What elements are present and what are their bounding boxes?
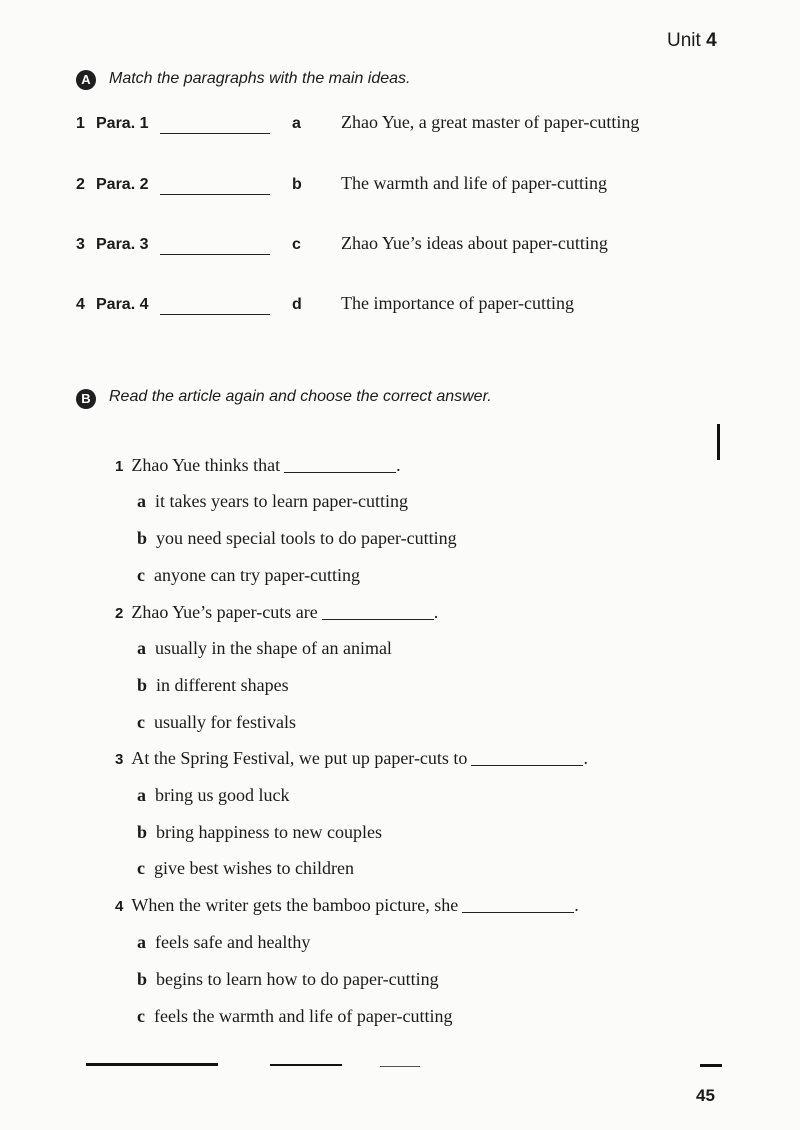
- question-stem: When the writer gets the bamboo picture, she: [131, 895, 459, 915]
- question-end: .: [396, 455, 401, 475]
- match-letter: a: [292, 115, 301, 132]
- option-letter: a: [137, 638, 146, 658]
- section-a-badge: A: [76, 70, 96, 90]
- question: [115, 602, 438, 623]
- section-a-instruction: Match the paragraphs with the main ideas.: [109, 70, 411, 87]
- match-row: [76, 173, 716, 200]
- option-letter: b: [137, 675, 148, 695]
- option-letter: b: [137, 528, 148, 548]
- question-stem: At the Spring Festival, we put up paper-cuts to: [131, 748, 468, 768]
- question-stem: Zhao Yue’s paper-cuts are: [131, 602, 318, 622]
- option[interactable]: [137, 1006, 453, 1027]
- match-number: 4: [76, 296, 85, 313]
- option-text: anyone can try paper-cutting: [154, 565, 361, 585]
- unit-label: Unit: [667, 30, 701, 51]
- match-number: 1: [76, 115, 85, 132]
- match-para: Para. 2: [96, 176, 149, 193]
- margin-bar: [717, 424, 720, 460]
- option-text: bring happiness to new couples: [156, 822, 382, 842]
- match-number: 2: [76, 176, 85, 193]
- option[interactable]: [137, 712, 296, 733]
- answer-blank[interactable]: [160, 194, 270, 195]
- section-b-instruction: Read the article again and choose the correct answer.: [109, 388, 492, 405]
- match-row: [76, 233, 716, 260]
- unit-heading: [667, 30, 717, 52]
- match-letter: b: [292, 176, 302, 193]
- option-text: bring us good luck: [155, 785, 290, 805]
- option-letter: a: [137, 785, 146, 805]
- answer-blank[interactable]: [160, 133, 270, 134]
- question: [115, 455, 401, 476]
- question-end: .: [583, 748, 588, 768]
- option-letter: a: [137, 932, 146, 952]
- footer-rule: [700, 1064, 722, 1067]
- question-number: 2: [115, 605, 124, 622]
- question-end: .: [574, 895, 579, 915]
- answer-blank[interactable]: [462, 912, 574, 913]
- answer-blank[interactable]: [322, 619, 434, 620]
- option-letter: c: [137, 1006, 145, 1026]
- footer-rule: [270, 1064, 342, 1066]
- match-number: 3: [76, 236, 85, 253]
- question-number: 4: [115, 898, 124, 915]
- option-text: it takes years to learn paper-cutting: [155, 491, 409, 511]
- question: [115, 895, 579, 916]
- option[interactable]: [137, 528, 457, 549]
- footer-rule: [86, 1063, 218, 1066]
- option[interactable]: [137, 969, 439, 990]
- option-text: begins to learn how to do paper-cutting: [156, 969, 439, 989]
- option[interactable]: [137, 858, 354, 879]
- option-text: usually for festivals: [154, 712, 296, 732]
- answer-blank[interactable]: [160, 314, 270, 315]
- section-b-badge: B: [76, 389, 96, 409]
- option-text: feels the warmth and life of paper-cutting: [154, 1006, 453, 1026]
- option-text: you need special tools to do paper-cutting: [156, 528, 457, 548]
- answer-blank[interactable]: [160, 254, 270, 255]
- page-number: 45: [696, 1086, 715, 1105]
- question-number: 3: [115, 751, 124, 768]
- main-idea: Zhao Yue’s ideas about paper-cutting: [341, 233, 608, 253]
- option-text: give best wishes to children: [154, 858, 354, 878]
- footer-rule: [380, 1066, 420, 1067]
- question-end: .: [433, 602, 439, 622]
- option[interactable]: [137, 785, 290, 806]
- option-letter: a: [137, 491, 146, 511]
- answer-blank[interactable]: [284, 472, 396, 473]
- option[interactable]: [137, 638, 392, 659]
- option[interactable]: [137, 822, 382, 843]
- main-idea: Zhao Yue, a great master of paper-cutting: [341, 112, 640, 132]
- option-text: in different shapes: [156, 675, 289, 695]
- question-number: 1: [115, 458, 124, 475]
- question-stem: Zhao Yue thinks that: [131, 455, 281, 475]
- question: [115, 748, 588, 769]
- main-idea: The warmth and life of paper-cutting: [341, 173, 608, 193]
- option-letter: b: [137, 969, 148, 989]
- option-text: feels safe and healthy: [155, 932, 311, 952]
- option-letter: b: [137, 822, 148, 842]
- match-letter: d: [292, 296, 302, 313]
- unit-number: 4: [706, 30, 717, 51]
- match-letter: c: [292, 236, 301, 253]
- option-letter: c: [137, 565, 145, 585]
- match-row: [76, 293, 716, 320]
- match-para: Para. 3: [96, 236, 149, 253]
- match-para: Para. 4: [96, 296, 149, 313]
- option-letter: c: [137, 858, 145, 878]
- option-letter: c: [137, 712, 145, 732]
- option[interactable]: [137, 932, 310, 953]
- match-para: Para. 1: [96, 115, 149, 132]
- answer-blank[interactable]: [471, 765, 583, 766]
- option-text: usually in the shape of an animal: [155, 638, 392, 658]
- match-row: [76, 112, 716, 139]
- option[interactable]: [137, 565, 360, 586]
- option[interactable]: [137, 491, 408, 512]
- main-idea: The importance of paper-cutting: [341, 293, 575, 313]
- option[interactable]: [137, 675, 289, 696]
